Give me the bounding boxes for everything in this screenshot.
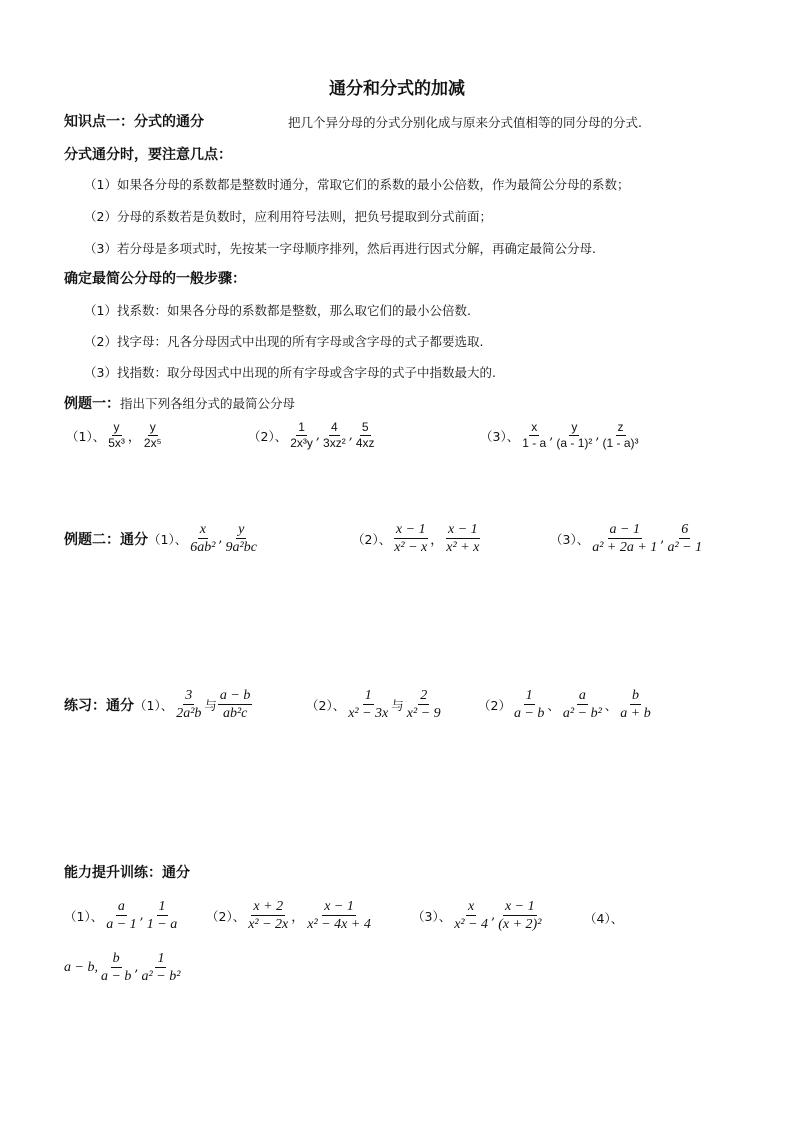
fraction: $\frac{1}{1 - a}$ [146, 899, 178, 932]
fraction: $\frac{x - 1}{\text{(x + 2)²}}$ [498, 899, 542, 932]
ability-problem-1 [64, 898, 180, 933]
fraction: $\frac{x - 1}{\text{x² − x}}$ [394, 522, 428, 555]
example-one-problem-1 [66, 420, 165, 451]
fraction: $\frac{1}{a - b}$ [513, 688, 545, 721]
note-item: （3）若分母是多项式时，先按某一字母顺序排列，然后再进行因式分解，再确定最简公分母. [84, 241, 596, 256]
fraction: $\frac{x}{\text{x² − 4}}$ [454, 899, 489, 932]
separator: , [315, 428, 321, 443]
knowledge-point-heading: 知识点一：分式的通分 [64, 114, 204, 130]
leading-term: a − b, [64, 959, 98, 975]
step-item: （3）找指数：取分母因式中出现的所有字母或含字母的式子中指数最大的. [84, 365, 496, 380]
notes-heading: 分式通分时，要注意几点： [64, 147, 232, 163]
problem-label: （2）、 [306, 697, 346, 713]
separator: , [549, 428, 554, 443]
fraction: $\frac{a}{\text{a² − b²}}$ [562, 688, 602, 721]
conjunction: 与 [204, 697, 217, 713]
fraction: $\frac{b}{a - b}$ [100, 951, 132, 984]
fraction: $\frac{1}{\text{a² − b²}}$ [141, 951, 181, 984]
separator: ， [127, 430, 141, 445]
separator: , [660, 531, 665, 546]
problem-label: （1）、 [64, 908, 104, 924]
problem-label: （2） [478, 697, 511, 713]
problem-label: （2）、 [248, 428, 288, 444]
problem-label: （1）、 [66, 428, 106, 444]
problem-label: （1）、 [134, 697, 174, 713]
separator: , [134, 960, 139, 975]
fraction: $\frac{4}{\text{3xz²}}$ [323, 420, 346, 450]
step-item: （2）找字母：凡各分母因式中出现的所有字母或含字母的式子都要选取. [84, 334, 484, 349]
fraction: $\frac{z}{\text{(1 - a)³}}$ [602, 420, 639, 450]
practice-heading: 练习：通分 [64, 697, 134, 714]
separator: , [491, 908, 496, 923]
fraction: $\frac{a - 1}{\text{a² + 2a + 1}}$ [592, 522, 658, 555]
separator: , [139, 908, 144, 923]
note-item: （2）分母的系数若是负数时，应利用符号法则，把负号提取到分式前面； [84, 209, 492, 224]
conjunction: 与 [391, 697, 404, 713]
page-title: 通分和分式的加减 [329, 79, 465, 99]
fraction: $\frac{y}{\text{(a - 1)²}}$ [556, 420, 593, 450]
separator: , [348, 428, 353, 443]
example-one-instruction: 指出下列各组分式的最简公分母 [120, 396, 296, 411]
example-one-problem-2 [248, 420, 378, 451]
ability-problem-2 [206, 898, 374, 933]
example-two-heading: 例题二：通分 [64, 531, 148, 548]
fraction: $\frac{x - 1}{\text{x² − 4x + 4}}$ [307, 899, 371, 932]
problem-label: （3）、 [412, 908, 452, 924]
fraction: $\frac{a - b}{\text{ab²c}}$ [219, 688, 251, 721]
fraction: $\frac{x + 2}{\text{x² − 2x}}$ [248, 899, 289, 932]
ability-heading: 能力提升训练：通分 [64, 865, 190, 881]
example-one-heading: 例题一： [64, 396, 120, 412]
example-two-row [64, 521, 260, 556]
practice-problem-2 [306, 687, 444, 722]
fraction: $\frac{5}{4xz}$ [355, 420, 375, 450]
problem-label: （3）、 [480, 428, 520, 444]
fraction: $\frac{a}{a - 1}$ [106, 899, 137, 932]
fraction: $\frac{6}{\text{a² − 1}}$ [667, 522, 703, 555]
fraction: $\frac{1}{\text{2x³y}}$ [290, 420, 313, 450]
fraction: $\frac{3}{\text{2a²b}}$ [176, 688, 202, 721]
fraction: $\frac{b}{a + b}$ [620, 688, 651, 721]
ability-problem-4 [64, 950, 183, 985]
example-two-problem-3 [550, 521, 705, 556]
fraction: $\frac{y}{\text{2x⁵}}$ [143, 420, 162, 450]
example-two-problem-2 [352, 521, 482, 556]
step-item: （1）找系数：如果各分母的系数都是整数，那么取它们的最小公倍数. [84, 303, 471, 318]
separator: ， [430, 533, 444, 548]
separator: , [595, 428, 600, 443]
separator: 、 [547, 697, 560, 713]
fraction: $\frac{1}{\text{x² − 3x}}$ [348, 688, 389, 721]
example-one-problem-3 [480, 420, 642, 451]
problem-label: （1）、 [148, 531, 188, 547]
separator: ， [291, 910, 305, 925]
ability-problem-4-label: （4）、 [584, 911, 624, 926]
note-item: （1）如果各分母的系数都是整数时通分，常取它们的系数的最小公倍数，作为最简公分母的系数； [84, 177, 630, 192]
fraction: $\frac{y}{\text{9a²bc}}$ [225, 522, 257, 555]
fraction: $\frac{y}{\text{5x³}}$ [108, 420, 125, 450]
fraction: $\frac{x - 1}{\text{x² + x}}$ [446, 522, 480, 555]
fraction: $\frac{x}{\text{6ab²}}$ [190, 522, 216, 555]
example-one-header [64, 393, 295, 413]
definition-text: 把几个异分母的分式分别化成与原来分式值相等的同分母的分式. [288, 115, 642, 130]
ability-problem-3 [412, 898, 544, 933]
fraction: $\frac{x}{1 - a}$ [522, 420, 547, 450]
problem-label: （2）、 [206, 908, 246, 924]
fraction: $\frac{2}{\text{x² − 9}}$ [406, 688, 441, 721]
problem-label: （3）、 [550, 531, 590, 547]
practice-problem-3 [478, 687, 654, 722]
steps-heading: 确定最简公分母的一般步骤： [64, 271, 246, 287]
separator: , [218, 531, 223, 546]
problem-label: （2）、 [352, 531, 392, 547]
practice-row [64, 687, 253, 722]
separator: 、 [604, 697, 618, 713]
